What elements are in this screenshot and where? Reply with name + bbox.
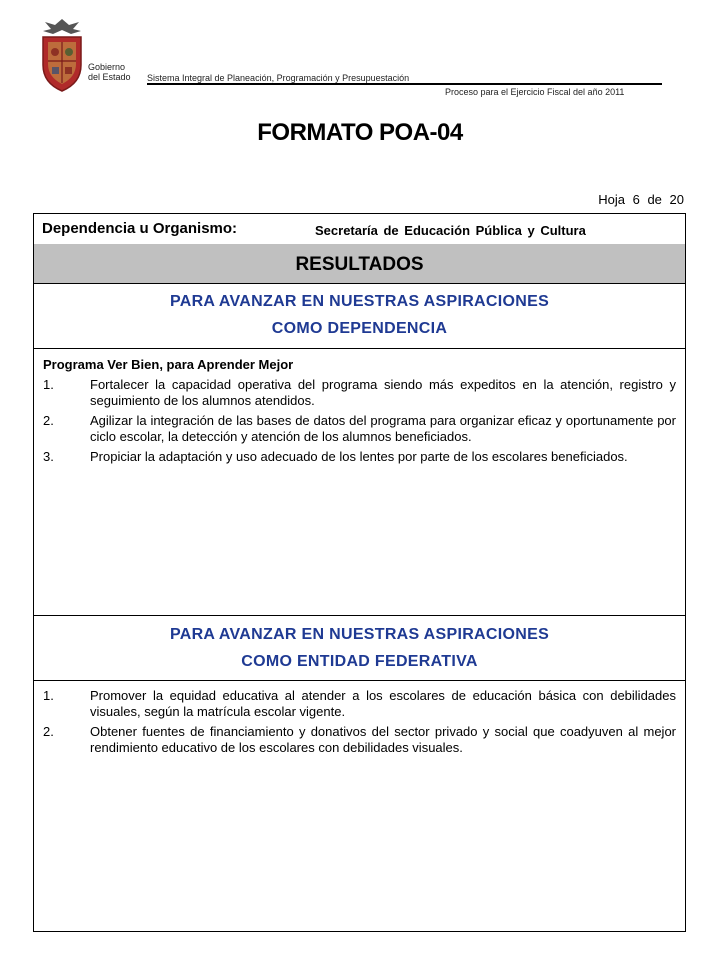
item-text: Agilizar la integración de las bases de datos del programa para organizar eficaz y oportunamente por ciclo escolar, la detección y atención de los alumnos beneficiados. <box>90 413 676 444</box>
dependency-value: Secretaría de Educación Pública y Cultura <box>315 223 586 238</box>
list-item <box>34 377 685 409</box>
section1-list <box>34 377 685 469</box>
section2-line2: COMO ENTIDAD FEDERATIVA <box>241 653 478 670</box>
section1-line2: COMO DEPENDENCIA <box>271 320 448 337</box>
item-number: 2. <box>43 724 54 739</box>
section2-list <box>34 688 685 760</box>
item-number: 1. <box>43 377 54 392</box>
government-line-2: del Estado <box>88 72 131 82</box>
item-text: Fortalecer la capacidad operativa del programa siendo más expeditos en la atención, registro y seguimiento de los alumnos atendidos. <box>90 377 676 408</box>
item-number: 3. <box>43 449 54 464</box>
process-label: Proceso para el Ejercicio Fiscal del año 2011 <box>445 87 625 97</box>
form-frame <box>33 213 686 932</box>
government-line-1: Gobierno <box>88 62 126 72</box>
results-heading: RESULTADOS <box>295 254 424 275</box>
list-item <box>34 724 685 756</box>
section1-heading <box>34 288 685 342</box>
page-number: Hoja 6 de 20 <box>598 192 684 207</box>
program-title: Programa Ver Bien, para Aprender Mejor <box>43 357 294 372</box>
item-number: 1. <box>43 688 54 703</box>
section2-divider <box>34 680 685 681</box>
section2-heading <box>34 621 685 675</box>
list-item <box>34 413 685 445</box>
header-divider <box>147 83 662 85</box>
item-text: Obtener fuentes de financiamiento y donativos del sector privado y social que coadyuven al mejor rendimiento educativo de los escolares con debilidades visuales. <box>90 724 676 755</box>
section2-line1: PARA AVANZAR EN NUESTRAS ASPIRACIONES <box>169 626 550 643</box>
system-name: Sistema Integral de Planeación, Programación y Presupuestación <box>147 73 410 83</box>
dependency-label: Dependencia u Organismo: <box>42 220 238 237</box>
item-number: 2. <box>43 413 54 428</box>
results-header <box>34 244 685 284</box>
item-text: Propiciar la adaptación y uso adecuado de los lentes por parte de los escolares beneficiados. <box>90 449 628 464</box>
government-label <box>88 62 131 82</box>
item-text: Promover la equidad educativa al atender a los escolares de educación básica con debilidades visuales, según la matrícula escolar vigente. <box>90 688 676 719</box>
list-item <box>34 449 685 465</box>
page-title: FORMATO POA-04 <box>257 119 463 146</box>
state-seal-icon <box>37 17 87 93</box>
section1-divider <box>34 348 685 349</box>
dependency-row <box>34 214 685 245</box>
section1-line1: PARA AVANZAR EN NUESTRAS ASPIRACIONES <box>169 293 550 310</box>
section-divider <box>34 615 685 616</box>
list-item <box>34 688 685 720</box>
